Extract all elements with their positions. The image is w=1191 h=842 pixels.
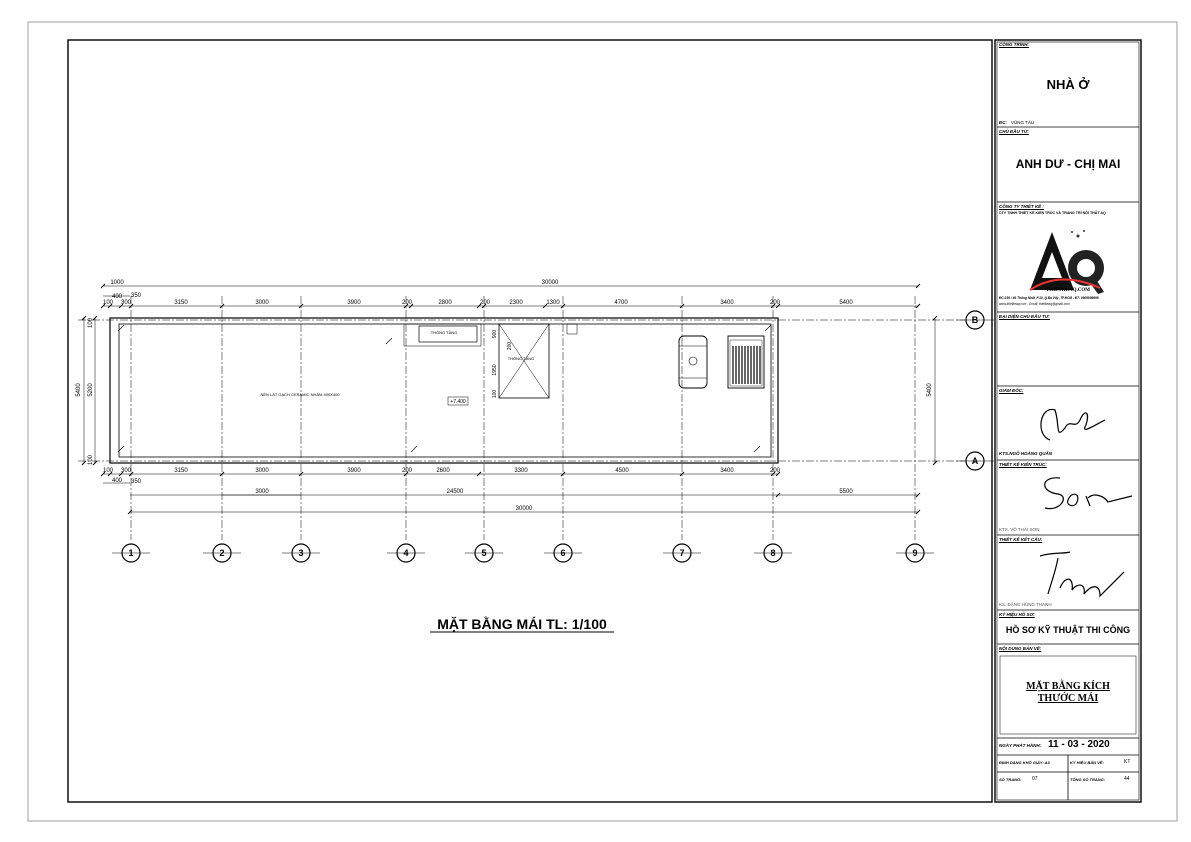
architect-header: THIẾT KẾ KIẾN TRÚC: [999,462,1047,467]
dim-top: 2300 [509,300,523,306]
grid-label-8: 8 [770,548,776,558]
dim-bottom: 3000 [255,468,269,474]
dim-top-400: 400 [111,294,123,300]
dim-top: 3000 [255,300,269,306]
dim-bottom: 300 [120,468,132,474]
dim-left-5400: 5400 [76,383,82,397]
dim-top: 3400 [720,300,734,306]
architect-name: KTS. VÕ THÁI SƠN [999,527,1040,532]
owner-name: ANH DƯ - CHỊ MAI [1015,157,1121,171]
dim-bottom-24500: 24500 [446,489,464,495]
shaft-label: THÔNG TẦNG [430,330,458,335]
dim-top-1000: 1000 [110,280,124,286]
grid-label-9: 9 [912,548,918,558]
company-address: ĐC:236 / 46 Thống Nhất ,P.10 ,Q.Bà Vấy ,TP.HCM - ĐT: 0909999999 [999,296,1099,300]
issue-label: NGÀY PHÁT HÀNH: [999,743,1042,748]
company-web: www.thietkeaq.com - Email: thietkeaq@gmail.com [999,302,1070,306]
architect-signature [1045,478,1132,509]
drain-marks [118,325,771,452]
dossier-name: HỒ SƠ KỸ THUẬT THI CÔNG [1005,625,1131,635]
dossier-header: KÝ HIỆU HỒ SƠ: [999,612,1035,617]
dim-bottom: 3900 [347,468,361,474]
total-pages: 44 [1124,776,1130,782]
dim-top-total: 30000 [541,280,559,286]
dim-bottom: 100 [102,468,114,474]
column-notch [567,324,577,334]
dim-top: 200 [401,300,413,306]
total-pages-label: TỔNG SỐ TRANG: [1070,777,1106,782]
grid-bubbles [122,311,984,562]
page-label: SỐ TRANG: [999,777,1022,782]
project-header: CÔNG TRÌNH: [999,42,1029,47]
dim-bottom-30000: 30000 [515,506,533,512]
owner-header: CHỦ ĐẦU TƯ: [999,129,1029,134]
dim-top: 3900 [347,300,361,306]
content-line-2: THƯỚC MÁI [1037,693,1099,704]
owner-rep-header: ĐẠI DIỆN CHỦ ĐẦU TƯ: [999,314,1050,319]
grid-label-5: 5 [481,548,487,558]
shaft-frame [404,324,481,346]
dim-bottom-400: 400 [111,478,123,484]
grid-label-6: 6 [560,548,566,558]
dim-left-100a: 100 [88,317,94,329]
water-tank [679,336,707,388]
dim-top: 1300 [546,300,560,306]
dim-top: 2800 [438,300,452,306]
paper-format: ĐỊNH DẠNG KHỔ GIẤY: A3 [999,760,1050,765]
director-name: KTS.NGÔ HOÀNG QUÂN [999,451,1053,456]
stair-dim: 200 [507,341,513,351]
dim-right-5400: 5400 [927,383,933,397]
project-name: NHÀ Ở [1046,77,1090,92]
content-header: NỘI DUNG BẢN VẼ: [999,646,1042,651]
structure-signature [1040,552,1124,596]
structure-name: KS. ĐẶNG HÙNG THANH [999,602,1052,607]
grid-lines [78,296,965,540]
sheet-code: KT [1124,759,1131,765]
dim-bottom: 4500 [615,468,629,474]
dim-top: 3150 [174,300,188,306]
dim-bottom: 2600 [436,468,450,474]
dim-bottom: 3400 [720,468,734,474]
drawing-title: MẶT BẰNG MÁI TL: 1/100 [437,616,607,632]
grid-label-A: A [971,456,979,466]
dim-left-100b: 100 [88,454,94,466]
grid-label-3: 3 [298,548,304,558]
side-dimensions [76,317,933,465]
void-label: THÔNG TẦNG [507,356,535,361]
content-line-1: MẶT BẰNG KÍCH [1026,681,1110,692]
dim-bottom-3000: 3000 [255,489,269,495]
dim-top: 5400 [839,300,853,306]
building-outline [110,318,778,463]
level-mark: +7.400 [450,399,466,405]
dim-top: 100 [102,300,114,306]
stair-dim: 100 [492,389,498,399]
issue-date: 11 - 03 - 2020 [1048,739,1110,750]
structure-header: THIẾT KẾ KẾT CẤU: [999,537,1043,542]
grid-label-1: 1 [128,548,134,558]
logo-url: THIETKEAQ.COM [1045,288,1091,293]
dim-bottom: 3150 [174,468,188,474]
company-name: CTY TNHH THIẾT KẾ KIẾN TRÚC VÀ TRANG TRÍ NỘI THẤT AQ [999,211,1106,215]
company-logo [1030,230,1104,294]
dim-top-350: 350 [130,293,142,299]
dim-bottom-350: 350 [130,479,142,485]
dim-top: 200 [479,300,491,306]
dim-bottom-5500: 5500 [839,489,853,495]
grid-label-2: 2 [219,548,225,558]
top-dimensions [103,280,853,306]
grid-label-4: 4 [403,548,409,558]
dim-bottom: 200 [401,468,413,474]
grid-labels [128,315,978,558]
parapet-inner [119,324,771,457]
dim-bottom: 3300 [514,468,528,474]
floor-note: NỀN LÁT GẠCH CERAMIC NHÁM 400X400 [260,392,340,397]
address-value: VŨNG TÀU [1011,120,1035,125]
dim-top: 300 [120,300,132,306]
address-header: ĐC: [999,120,1007,125]
company-header: CÔNG TY THIẾT KẾ : [999,204,1044,209]
stair-dim: 1950 [492,364,498,376]
roof-plan [110,318,778,463]
drawing-frame [68,40,992,802]
solar-heater [728,336,764,388]
bubble-crosshairs [112,320,994,553]
sheet-code-label: KÝ HIỆU BẢN VẼ: [1070,760,1104,765]
grid-label-B: B [971,315,979,325]
dim-left-5200: 5200 [88,383,94,397]
dim-bottom: 200 [769,468,781,474]
dim-top: 4700 [614,300,628,306]
director-signature [1041,409,1105,440]
stair-dim: 900 [492,329,498,339]
director-header: GIÁM ĐỐC: [999,388,1024,393]
grid-label-7: 7 [679,548,685,558]
page-number: 07 [1032,776,1038,782]
dim-top: 200 [769,300,781,306]
